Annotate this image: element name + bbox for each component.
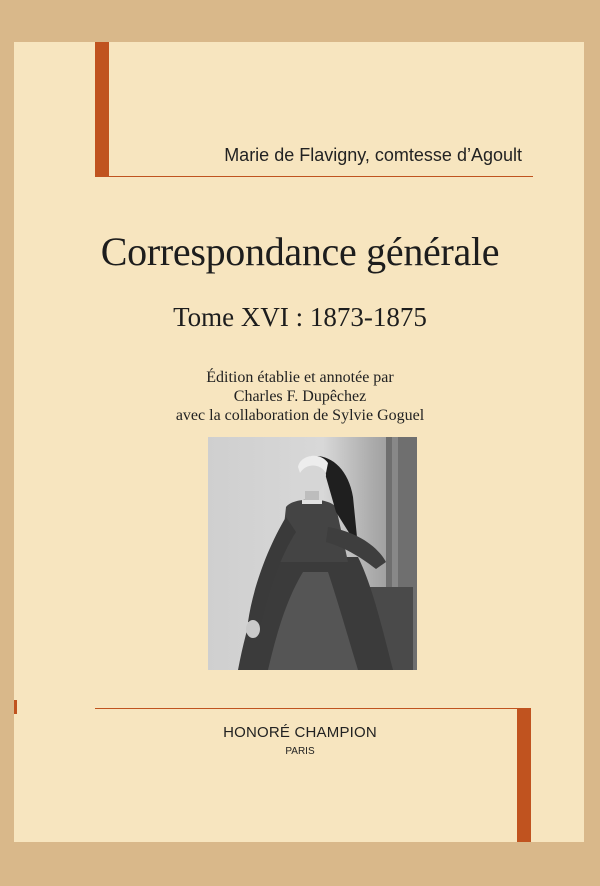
credit-line: avec la collaboration de Sylvie Goguel <box>175 407 425 424</box>
credit-line: Édition établie et annotée par <box>206 369 394 386</box>
accent-rule-top <box>95 176 533 177</box>
portrait-photo <box>208 437 417 670</box>
publisher-name: HONORÉ CHAMPION <box>223 724 377 741</box>
volume-label: Tome XVI : 1873-1875 <box>173 302 427 332</box>
publisher-city: PARIS <box>285 746 315 757</box>
editorial-credits <box>0 368 600 425</box>
edge-mark <box>14 700 17 714</box>
accent-rule-bottom <box>95 708 531 709</box>
book-title: Correspondance générale <box>100 229 500 274</box>
portrait-illustration <box>208 437 417 670</box>
author-name: Marie de Flavigny, comtesse d’Agoult <box>224 145 522 165</box>
credit-line: Charles F. Dupêchez <box>233 388 367 405</box>
